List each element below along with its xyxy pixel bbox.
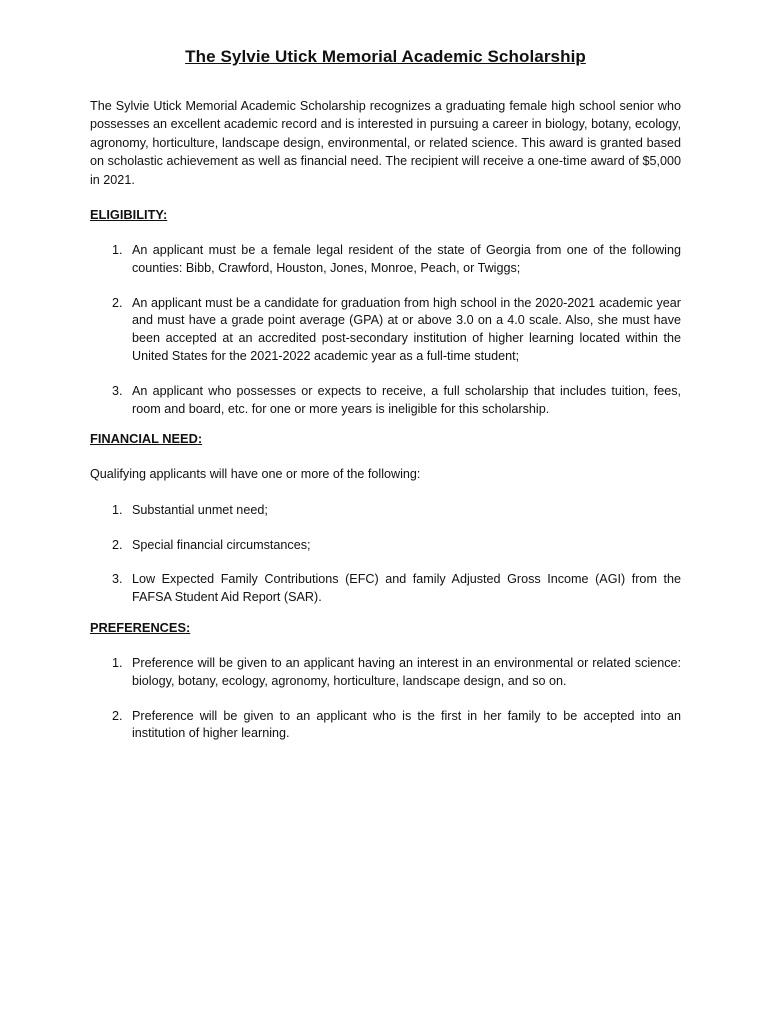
list-item — [90, 383, 681, 419]
list-number: 3. — [112, 383, 123, 398]
eligibility-heading-text: ELIGIBILITY — [90, 207, 163, 223]
list-number: 1. — [112, 656, 123, 670]
list-item-text: Substantial unmet need; — [132, 502, 268, 517]
list-item-text: Preference will be given to an applicant having an interest in an environmental or related science: biology, botany, ecology, agronomy, horticulture, landscape design, and so on. — [132, 656, 681, 688]
list-item — [90, 242, 681, 278]
intro-paragraph: The Sylvie Utick Memorial Academic Scholarship recognizes a graduating female high school senior who possesses an excellent academic record and is interested in pursuing a career in biology, botany, ecology, agronomy, horticulture, landscape design, environmental, or related science. This award is granted based on scholastic achievement as well as financial need. The recipient will receive a one-time award of $5,000 in 2021. — [90, 99, 681, 187]
list-item-text: Low Expected Family Contributions (EFC) and family Adjusted Gross Income (AGI) from the FAFSA Student Aid Report (SAR). — [132, 572, 681, 605]
financial-need-intro: Qualifying applicants will have one or more of the following: — [90, 467, 421, 482]
list-item — [90, 655, 681, 691]
list-item-text: An applicant who possesses or expects to receive, a full scholarship that includes tuition, fees, room and board, etc. for one or more years is ineligible for this scholarship. — [132, 383, 681, 416]
preferences-list — [90, 655, 681, 743]
financial-need-heading-text: FINANCIAL NEED — [90, 431, 198, 447]
list-item — [90, 502, 681, 520]
preferences-heading-text: PREFERENCES — [90, 620, 186, 635]
financial-need-list — [90, 502, 681, 607]
preferences-heading: PREFERENCES: — [90, 620, 191, 635]
list-item-text: An applicant must be a female legal resident of the state of Georgia from one of the following counties: Bibb, Crawford, Houston, Jones, Monroe, Peach, or Twiggs; — [132, 243, 681, 275]
list-item-text: Preference will be given to an applicant who is the first in her family to be accepted into an institution of higher learning. — [132, 708, 681, 741]
list-number: 2. — [112, 537, 123, 552]
list-number: 2. — [112, 295, 123, 310]
list-item — [90, 537, 681, 555]
list-number: 3. — [112, 572, 123, 587]
list-item — [90, 571, 681, 607]
list-item-text: An applicant must be a candidate for graduation from high school in the 2020-2021 academic year and must have a grade point average (GPA) at or above 3.0 on a 4.0 scale. Also, she must have been accepted at an accredited post-secondary institution of higher learning located within the United States for the 2021-2022 academic year as a full-time student; — [132, 295, 681, 364]
eligibility-heading: ELIGIBILITY: — [90, 207, 168, 223]
eligibility-list — [90, 242, 681, 418]
list-number: 1. — [112, 243, 123, 258]
financial-need-heading: FINANCIAL NEED: — [90, 431, 203, 447]
list-number: 1. — [112, 502, 123, 517]
list-item — [90, 295, 681, 366]
document-title: The Sylvie Utick Memorial Academic Scholarship — [185, 47, 586, 66]
list-item — [90, 708, 681, 744]
list-number: 2. — [112, 708, 123, 723]
list-item-text: Special financial circumstances; — [132, 537, 311, 552]
